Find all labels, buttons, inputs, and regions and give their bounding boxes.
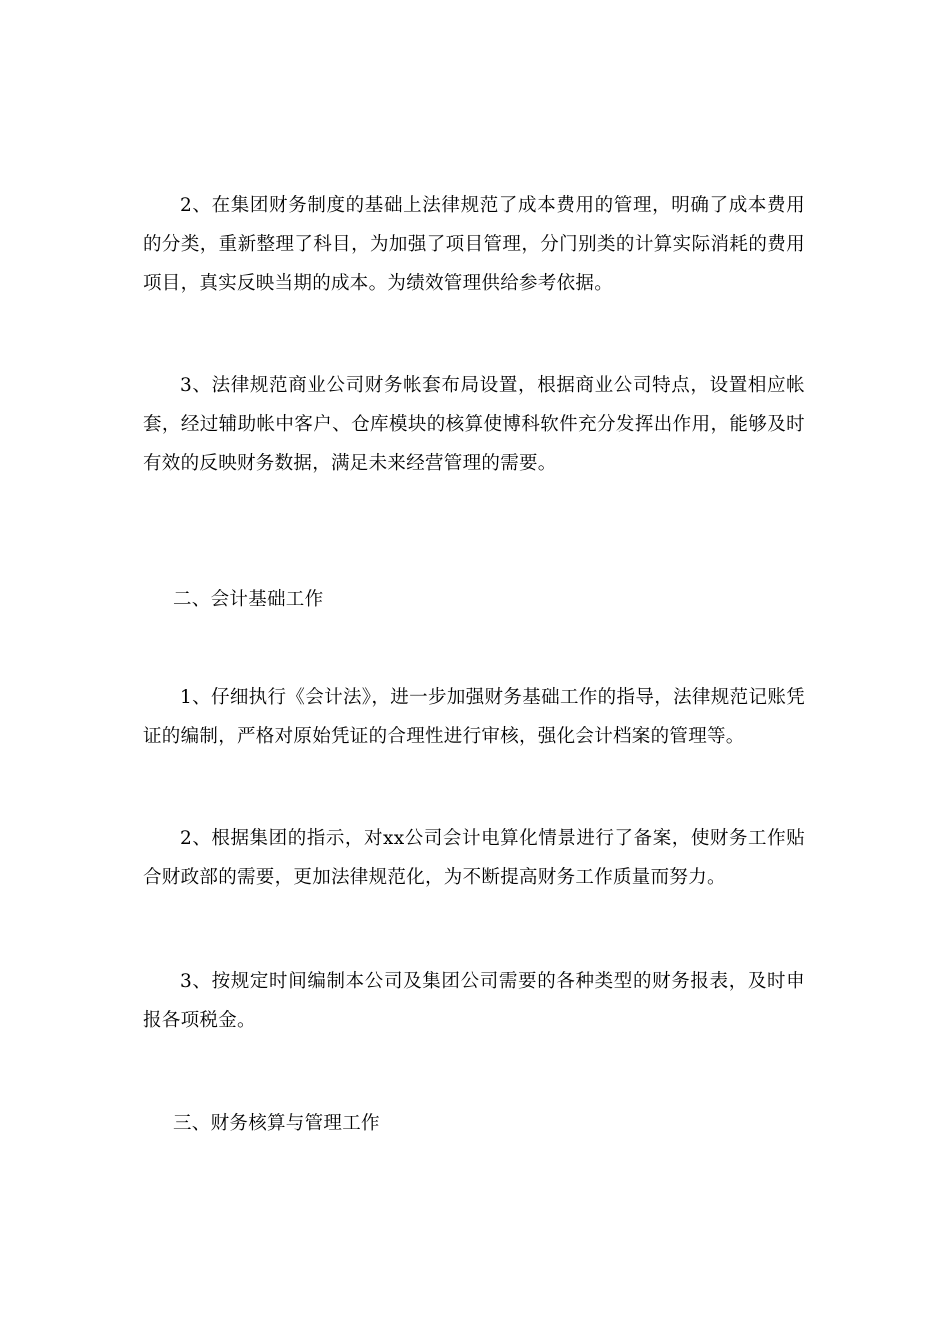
paragraph-cost-management: 2、在集团财务制度的基础上法律规范了成本费用的管理，明确了成本费用的分类，重新整理了科目，为加强了项目管理，分门别类的计算实际消耗的费用项目，真实反映当期的成本。为绩效管理供给参考依据。 bbox=[143, 195, 805, 294]
paragraph-accounting-law: 1、仔细执行《会计法》，进一步加强财务基础工作的指导，法律规范记账凭证的编制，严格对原始凭证的合理性进行审核，强化会计档案的管理等。 bbox=[143, 687, 805, 747]
section-heading-accounting-basics: 二、会计基础工作 bbox=[173, 589, 324, 610]
paragraph-account-setup: 3、法律规范商业公司财务帐套布局设置，根据商业公司特点，设置相应帐套，经过辅助帐中客户、仓库模块的核算使博科软件充分发挥出作用，能够及时有效的反映财务数据，满足未来经营管理的需要。 bbox=[143, 375, 805, 474]
paragraph-computerization-filing: 2、根据集团的指示，对xx公司会计电算化情景进行了备案，使财务工作贴合财政部的需要，更加法律规范化，为不断提高财务工作质量而努力。 bbox=[143, 828, 805, 888]
paragraph-financial-reports: 3、按规定时间编制本公司及集团公司需要的各种类型的财务报表，及时申报各项税金。 bbox=[143, 971, 805, 1031]
section-heading-accounting-management: 三、财务核算与管理工作 bbox=[173, 1113, 380, 1134]
